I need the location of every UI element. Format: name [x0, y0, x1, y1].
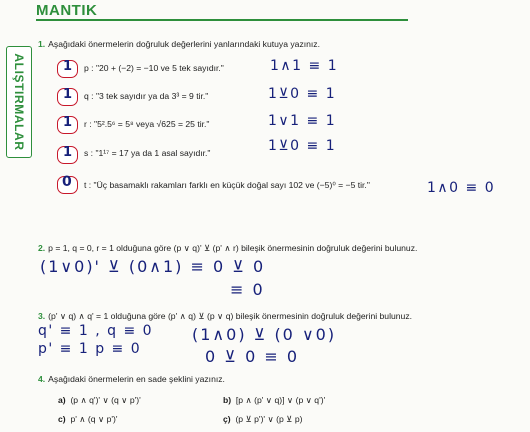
q3-work-right1: (1∧0) ⊻ (0 ∨0)	[192, 325, 337, 344]
statement-p: p : "20 + (−2) = −10 ve 5 tek sayıdır."	[84, 63, 224, 73]
work-p: 1∧1 ≡ 1	[270, 58, 339, 74]
q4-item-expr: p' ∧ (q ∨ p')'	[70, 414, 118, 424]
statement-r: r : "5².5⁶ = 5⁸ veya √625 = 25 tir."	[84, 119, 210, 129]
q1-number: 1.	[38, 39, 46, 49]
q1-text: Aşağıdaki önermelerin doğruluk değerlerini yanlarındaki kutuya yazınız.	[48, 39, 320, 49]
work-s: 1⊻0 ≡ 1	[268, 138, 337, 154]
answer-mark: 1	[63, 87, 73, 102]
statement-s: s : "1¹⁷ = 17 ya da 1 asal sayıdır."	[84, 148, 211, 158]
statement-q: q : "3 tek sayıdır ya da 3³ = 9 tir."	[84, 91, 209, 101]
q3-prompt	[38, 311, 412, 322]
side-tab	[6, 46, 32, 158]
q4-item-a	[58, 395, 141, 406]
q4-item-expr: (p ⊻ p')' ∨ (p ⊻ p)	[235, 414, 303, 424]
q4-item-c	[58, 414, 118, 425]
q3-work-left2: p' ≡ 1 p ≡ 0	[38, 341, 142, 357]
q2-work-line2: ≡ 0	[230, 280, 265, 299]
work-r: 1∨1 ≡ 1	[268, 113, 337, 129]
q4-item-b	[223, 395, 325, 406]
q4-item-expr: (p ∧ q')' ∨ (q ∨ p')'	[70, 395, 141, 405]
q4-item-cc	[223, 414, 302, 425]
answer-mark: 0	[62, 174, 72, 190]
q3-work-right2: 0 ⊻ 0 ≡ 0	[205, 347, 299, 366]
q4-prompt	[38, 374, 225, 384]
q4-item-label: c)	[58, 414, 66, 424]
answer-mark: 1	[63, 59, 73, 74]
q3-number: 3.	[38, 311, 46, 321]
q4-item-label: b)	[223, 395, 232, 405]
q4-number: 4.	[38, 374, 46, 384]
q2-prompt	[38, 243, 417, 254]
q3-work-left1: q' ≡ 1 , q ≡ 0	[38, 323, 154, 339]
header-rule	[36, 19, 408, 21]
q2-number: 2.	[38, 243, 46, 253]
q1-prompt	[38, 39, 320, 49]
work-q: 1⊻0 ≡ 1	[268, 86, 337, 102]
work-t: 1∧0 ≡ 0	[427, 180, 496, 196]
statement-t: t : "Üç basamaklı rakamları farklı en küçük doğal sayı 102 ve (−5)⁰ = −5 tir."	[84, 180, 370, 190]
q4-item-expr: [p ∧ (p' ∨ q)] ∨ (p ∨ q')'	[235, 395, 326, 405]
q3-text: (p' ∨ q) ∧ q' = 1 olduğuna göre (p' ∧ q) ⊻ (p ∨ q) bileşik önermesinin doğruluk değerini bulunuz.	[48, 311, 413, 321]
answer-mark: 1	[63, 145, 73, 160]
q2-text: p = 1, q = 0, r = 1 olduğuna göre (p ∨ q)' ⊻ (p' ∧ r) bileşik önermesinin doğruluk değerini bulunuz.	[48, 243, 418, 253]
side-tab-label: ALIŞTIRMALAR	[12, 53, 26, 151]
page-title: MANTIK	[36, 2, 98, 19]
answer-mark: 1	[63, 115, 73, 130]
q2-work-line1: (1∨0)' ⊻ (0∧1) ≡ 0 ⊻ 0	[40, 257, 266, 276]
q4-item-label: ç)	[223, 414, 231, 424]
q4-item-label: a)	[58, 395, 66, 405]
q4-text: Aşağıdaki önermelerin en sade şeklini yazınız.	[48, 374, 225, 384]
